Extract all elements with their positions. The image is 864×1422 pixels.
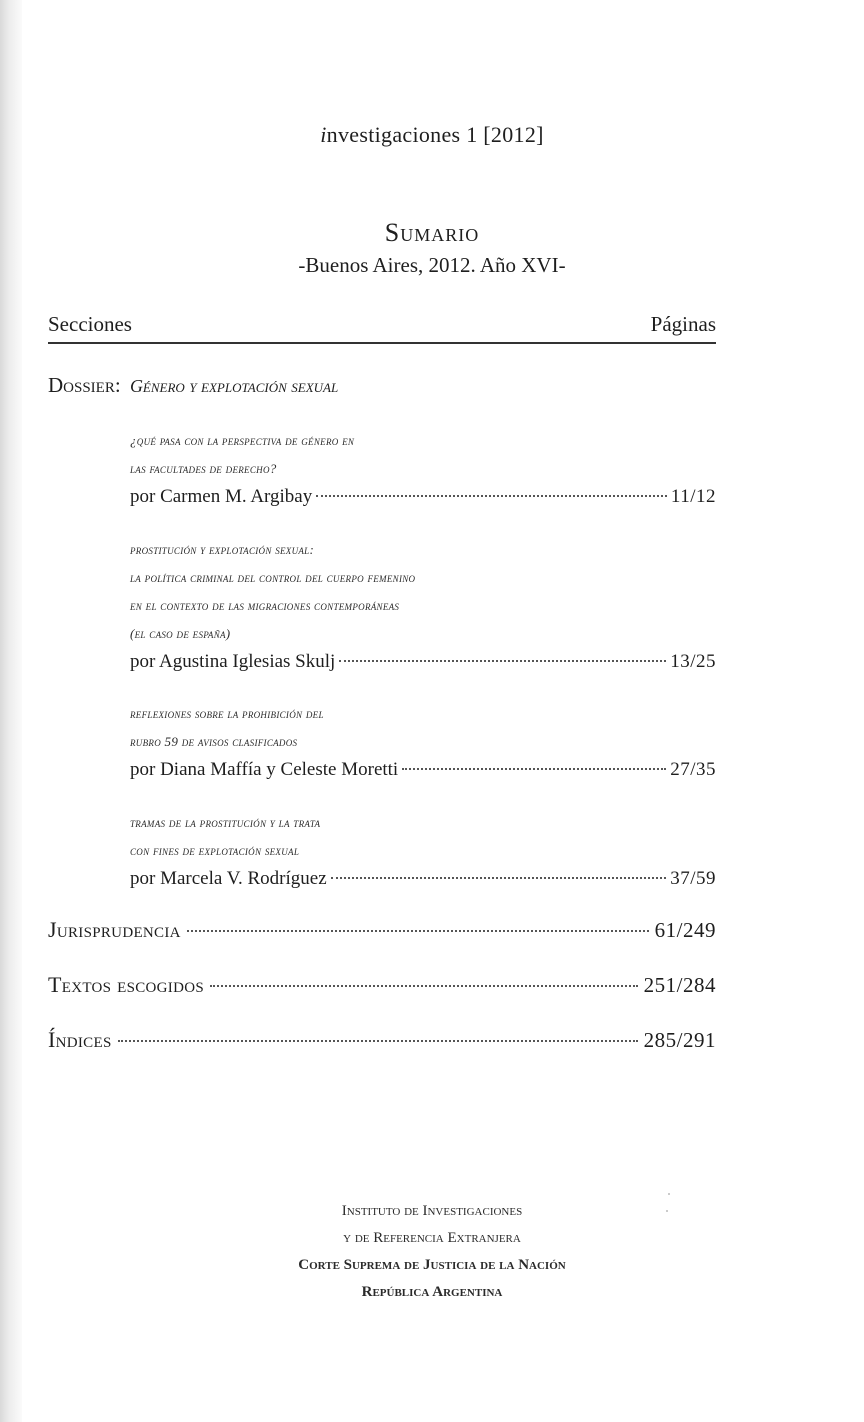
article-pages: 11/12 [670, 486, 716, 507]
article-author: por Carmen M. Argibay [130, 486, 313, 507]
sections-column-header: Secciones [48, 312, 132, 336]
article-pages: 13/25 [670, 651, 716, 672]
section-label: Índices [48, 1027, 112, 1052]
article-title-line: la política criminal del control del cuerpo femenino [130, 570, 416, 585]
section-pages: 251/284 [643, 973, 716, 997]
footer-line: Instituto de Investigaciones [341, 1203, 523, 1219]
section-label: Textos escogidos [48, 972, 204, 997]
journal-title [0, 122, 864, 148]
toc-section-indices [48, 1027, 716, 1053]
header-rule [48, 342, 716, 344]
footer-line: República Argentina [361, 1284, 503, 1300]
article-title-line: las facultades de derecho? [130, 461, 277, 476]
pages-column-header: Páginas [650, 312, 716, 336]
article-author: por Agustina Iglesias Skulj [130, 651, 336, 672]
dossier-theme: Género y explotación sexual [129, 376, 339, 396]
dot-leader [118, 1040, 638, 1042]
article-title-line: rubro 59 de avisos clasificados [130, 734, 298, 749]
article-title-line: en el contexto de las migraciones contemporáneas [130, 598, 400, 613]
article-title-line: tramas de la prostitución y la trata [130, 815, 321, 830]
article-author-line [130, 648, 716, 676]
summary-title: Sumario [384, 218, 480, 247]
dot-leader [187, 930, 649, 932]
toc-article-entry [130, 700, 716, 784]
article-author-line [130, 865, 716, 893]
dot-leader [331, 877, 667, 879]
column-headers [48, 312, 716, 337]
section-pages: 285/291 [643, 1028, 716, 1052]
toc-article-entry [130, 536, 716, 676]
journal-title-initial: i [320, 122, 327, 147]
dot-leader [210, 985, 638, 987]
article-title-line: reflexiones sobre la prohibición del [130, 706, 324, 721]
dot-leader [316, 495, 667, 497]
dossier-heading [48, 373, 748, 398]
publisher-footer [0, 1198, 864, 1306]
article-author: por Marcela V. Rodríguez [130, 868, 327, 889]
dot-leader [339, 660, 666, 662]
article-author-line [130, 756, 716, 784]
dot-leader [402, 768, 666, 770]
toc-section-textos-escogidos [48, 972, 716, 998]
footer-line: y de Referencia Extranjera [343, 1230, 521, 1246]
summary-subtitle: -Buenos Aires, 2012. Año XVI- [298, 253, 566, 277]
toc-article-entry [130, 809, 716, 893]
article-author: por Diana Maffía y Celeste Moretti [130, 759, 399, 780]
footer-line: Corte Suprema de Justicia de la Nación [298, 1257, 566, 1273]
article-title-line: ¿qué pasa con la perspectiva de género en [130, 433, 355, 448]
section-label: Jurisprudencia [48, 917, 181, 942]
article-title-line: (el caso de españa) [130, 626, 231, 641]
journal-title-rest: nvestigaciones 1 [2012] [326, 122, 544, 147]
toc-article-entry [130, 427, 716, 511]
scan-speck [668, 1193, 670, 1195]
article-pages: 37/59 [670, 868, 716, 889]
article-title-line: con fines de explotación sexual [130, 843, 300, 858]
article-title-line: prostitución y explotación sexual: [130, 542, 315, 557]
article-pages: 27/35 [670, 759, 716, 780]
toc-section-jurisprudencia [48, 917, 716, 943]
section-pages: 61/249 [654, 918, 716, 942]
article-author-line [130, 483, 716, 511]
dossier-label: Dossier: [48, 373, 121, 397]
